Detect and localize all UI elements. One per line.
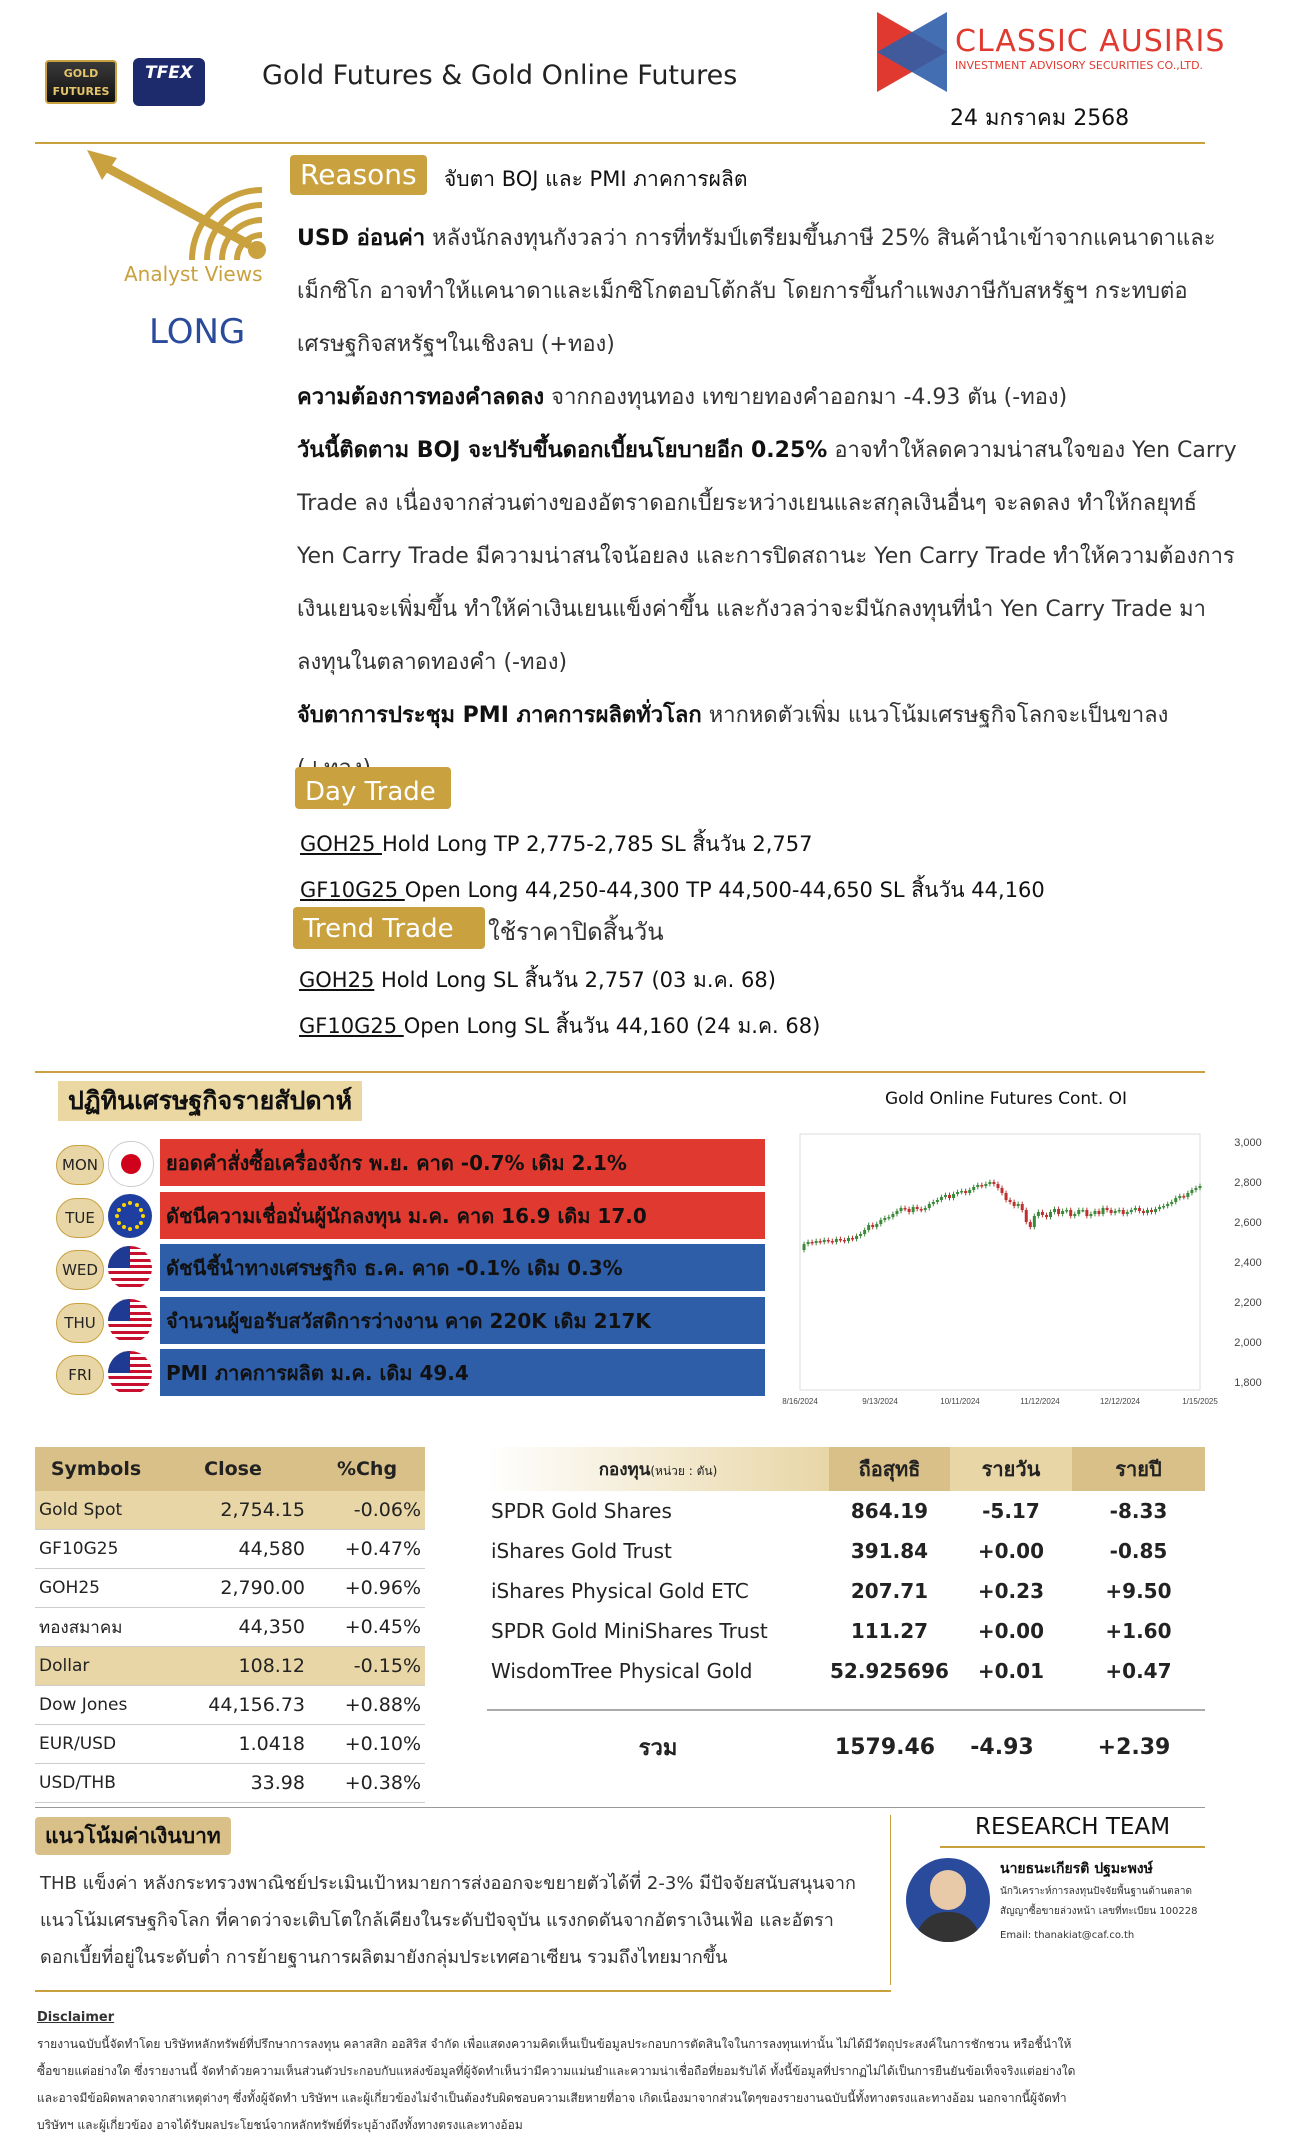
chart-candle: [883, 1218, 886, 1220]
etf-total: [487, 1725, 1205, 1769]
chart-candle: [1065, 1210, 1068, 1212]
chart-candle: [1013, 1202, 1016, 1206]
chart-candle: [1017, 1204, 1020, 1206]
chart-candle: [843, 1240, 846, 1242]
chart-candle: [912, 1207, 915, 1212]
chart-candle: [940, 1197, 943, 1200]
chart-candle: [904, 1208, 907, 1210]
etf-table: [487, 1447, 1205, 1691]
chart-candle: [1174, 1198, 1177, 1202]
chart-candle: [1009, 1200, 1012, 1202]
analyst-avatar: [906, 1858, 990, 1942]
etf-daily: +0.23: [977, 1579, 1044, 1603]
chart-candle: [875, 1224, 878, 1227]
chart-candle: [908, 1209, 911, 1212]
chart-candle: [916, 1207, 919, 1209]
chart-candle: [976, 1185, 979, 1187]
market-symbol: EUR/USD: [35, 1725, 157, 1764]
etf-fund: WisdomTree Physical Gold: [491, 1659, 753, 1683]
market-symbol: ทองสมาคม: [35, 1608, 157, 1647]
etf-ytd: -0.85: [1109, 1539, 1168, 1563]
chart-candle: [1081, 1210, 1084, 1212]
y-tick-label: 2,600: [1234, 1217, 1262, 1229]
col-ytd: รายปี: [1072, 1447, 1205, 1491]
etf-fund: SPDR Gold MiniShares Trust: [491, 1619, 768, 1643]
market-chg: -0.15%: [309, 1647, 425, 1686]
chart-candle: [1118, 1210, 1121, 1212]
chart-candle: [879, 1220, 882, 1224]
chart-candle: [1178, 1196, 1181, 1198]
chart-candle: [932, 1202, 935, 1204]
chart-candle: [1162, 1206, 1165, 1208]
chart-candle: [1037, 1212, 1040, 1216]
chart-candle: [811, 1242, 814, 1244]
y-tick-label: 2,800: [1234, 1177, 1262, 1189]
classic-ausiris-logo-mark: [877, 12, 947, 92]
research-title: RESEARCH TEAM: [975, 1814, 1171, 1840]
calendar-row: จำนวนผู้ขอรับสวัสดิการว่างงาน คาด 220K เดิม 217K: [160, 1297, 765, 1346]
total-daily: -4.93: [970, 1734, 1034, 1760]
chart-candle: [1134, 1208, 1137, 1210]
market-close: 2,754.15: [157, 1491, 309, 1530]
baht-box-line: [890, 1815, 891, 1985]
calendar-day-thu: THU: [56, 1303, 104, 1343]
baht-box-bottom: [35, 1990, 891, 1992]
market-close: 1.0418: [157, 1725, 309, 1764]
etf-fund: iShares Gold Trust: [491, 1539, 672, 1563]
chart-candle: [867, 1225, 870, 1230]
market-chg: +0.38%: [309, 1764, 425, 1803]
etf-holdings: 52.925696: [830, 1659, 949, 1683]
page-title: Gold Futures & Gold Online Futures: [262, 60, 738, 91]
col-close: Close: [204, 1458, 262, 1480]
calendar-row: ดัชนีชี้นำทางเศรษฐกิจ ธ.ค. คาด -0.1% เดิม 0.3%: [160, 1244, 765, 1293]
reason-usd: USD อ่อนค่า หลังนักลงทุนกังวลว่า การที่ทรัมป์เตรียมขึ้นภาษี 25% สินค้านำเข้าจากแคนาดาและเม็กซิโก อาจทำให้แคนาดาและเม็กซิโกตอบโต้กลับ โดยการขึ้นกำแพงภาษีกับสหรัฐฯ กระทบต่อเศรษฐกิจสหรัฐฯในเชิงลบ (+ทอง): [297, 226, 1216, 357]
chart-candle: [1182, 1196, 1185, 1198]
disclaimer-line-1: รายงานฉบับนี้จัดทำโดย บริษัทหลักทรัพย์ที่ปรึกษาการลงทุน คลาสสิก ออสิริส จำกัด เพื่อแสดงความคิดเห็นเป็นข้อมูลประกอบการตัดสินใจในการลงทุนเท่านั้น ไม่ได้มีวัตถุประสงค์ในการชักชวน หรือชี้นำให้: [37, 2037, 1072, 2051]
chart-candle: [1122, 1210, 1125, 1214]
y-tick-label: 2,400: [1234, 1257, 1262, 1269]
market-symbol: USD/THB: [35, 1764, 157, 1803]
calendar-row: ยอดคำสั่งซื้อเครื่องจักร พ.ย. คาด -0.7% เดิม 2.1%: [160, 1139, 765, 1188]
chart-candle: [968, 1190, 971, 1193]
col-symbols: Symbols: [50, 1458, 142, 1480]
etf-fund: iShares Physical Gold ETC: [491, 1579, 749, 1603]
trend-trade-line-1: GOH25 Hold Long SL สิ้นวัน 2,757 (03 ม.ค. 68): [299, 968, 776, 992]
chart-candle: [855, 1236, 858, 1239]
chart-candle: [964, 1191, 967, 1193]
chart-candle: [1186, 1193, 1189, 1197]
trend-trade-note: ใช้ราคาปิดสิ้นวัน: [488, 918, 664, 946]
chart-candle: [835, 1239, 838, 1242]
chart-candle: [1102, 1208, 1105, 1214]
chart-candle: [1138, 1208, 1141, 1211]
chart-candle: [847, 1238, 850, 1241]
y-tick-label: 2,200: [1234, 1297, 1262, 1309]
chart-candle: [1110, 1210, 1113, 1213]
chart-candle: [823, 1240, 826, 1242]
analyst-view-long: LONG: [149, 312, 246, 352]
etf-divider: [487, 1709, 1205, 1711]
etf-holdings: 207.71: [850, 1579, 929, 1603]
reasons-tag: Reasons: [290, 155, 427, 195]
analyst-role: นักวิเคราะห์การลงทุนปัจจัยพื้นฐานด้านตลาดสัญญาซื้อขายล่วงหน้า เลขที่ทะเบียน 100228: [1000, 1886, 1198, 1917]
market-symbol: Dollar: [35, 1647, 157, 1686]
etf-row: [487, 1611, 1205, 1651]
market-chg: +0.88%: [309, 1686, 425, 1725]
us-flag: [108, 1351, 152, 1395]
etf-row: [487, 1571, 1205, 1611]
market-table: [35, 1447, 425, 1803]
x-tick-label: 9/13/2024: [862, 1397, 898, 1406]
market-row: [35, 1764, 425, 1803]
market-row: [35, 1608, 425, 1647]
chart-candle: [1021, 1204, 1024, 1210]
chart-candle: [895, 1211, 898, 1214]
day-trade-tag: Day Trade: [295, 767, 451, 809]
company-name: CLASSIC AUSIRIS: [955, 24, 1226, 59]
reason-demand: ความต้องการทองคำลดลง จากกองทุนทอง เทขายทองคำออกมา -4.93 ตัน (-ทอง): [297, 385, 1068, 410]
us-flag: [108, 1299, 152, 1343]
chart-candle: [807, 1242, 810, 1244]
chart-candle: [1106, 1208, 1109, 1210]
etf-table-wrap: [487, 1447, 1205, 1769]
disclaimer-line-4: บริษัทฯ และผู้เกี่ยวข้อง อาจได้รับผลประโยชน์จากหลักทรัพย์ที่ระบุอ้างถึงทั้งทางตรงและทางอ้อม: [37, 2118, 523, 2132]
etf-daily: -5.17: [982, 1499, 1040, 1523]
target-arrow-icon: [82, 150, 272, 270]
market-row: [35, 1647, 425, 1686]
chart-candle: [851, 1238, 854, 1240]
col-chg: %Chg: [336, 1458, 398, 1480]
section-divider: [35, 1071, 1205, 1073]
chart-candle: [1041, 1212, 1044, 1215]
market-chg: +0.10%: [309, 1725, 425, 1764]
market-symbol: GF10G25: [35, 1530, 157, 1569]
chart-candle: [1142, 1211, 1145, 1213]
market-symbol: Gold Spot: [35, 1491, 157, 1530]
chart-candle: [887, 1217, 890, 1219]
reasons-body: [297, 212, 1237, 795]
etf-ytd: +1.60: [1105, 1619, 1172, 1643]
chart-candle: [863, 1230, 866, 1234]
disclaimer-title: Disclaimer: [37, 2010, 115, 2025]
chart-candle: [831, 1241, 834, 1243]
market-close: 108.12: [157, 1647, 309, 1686]
x-tick-label: 11/12/2024: [1020, 1397, 1060, 1406]
chart-candle: [984, 1184, 987, 1186]
chart-candle: [1001, 1188, 1004, 1193]
chart-candle: [871, 1225, 874, 1227]
market-close: 44,350: [157, 1608, 309, 1647]
chart-candle: [1194, 1188, 1197, 1190]
chart-candle: [928, 1204, 931, 1208]
chart-candle: [900, 1208, 903, 1211]
market-chg: +0.47%: [309, 1530, 425, 1569]
japan-flag: [108, 1141, 154, 1187]
col-daily: รายวัน: [950, 1447, 1072, 1491]
analyst-email: Email: thanakiat@caf.co.th: [1000, 1930, 1135, 1941]
day-trade-line-1: GOH25 Hold Long TP 2,775-2,785 SL สิ้นวัน 2,757: [300, 832, 813, 856]
market-chg: +0.96%: [309, 1569, 425, 1608]
chart-candle: [988, 1182, 991, 1184]
etf-holdings: 391.84: [850, 1539, 929, 1563]
company-subtitle: INVESTMENT ADVISORY SECURITIES CO.,LTD.: [955, 59, 1204, 72]
y-tick-label: 3,000: [1234, 1137, 1262, 1149]
market-row: [35, 1686, 425, 1725]
trend-trade-tag: Trend Trade: [293, 907, 485, 949]
chart-candle: [1029, 1222, 1032, 1227]
chart-candle: [956, 1192, 959, 1194]
market-symbol: Dow Jones: [35, 1686, 157, 1725]
etf-ytd: +9.50: [1105, 1579, 1172, 1603]
market-close: 44,156.73: [157, 1686, 309, 1725]
chart-candle: [980, 1185, 983, 1187]
chart-candle: [952, 1194, 955, 1198]
calendar-day-mon: MON: [56, 1145, 104, 1185]
etf-holdings: 864.19: [850, 1499, 929, 1523]
disclaimer: [37, 2004, 1217, 2139]
market-row: [35, 1530, 425, 1569]
chart-candle: [1045, 1215, 1048, 1217]
calendar-row: PMI ภาคการผลิต ม.ค. เดิม 49.4: [160, 1349, 765, 1398]
header-divider: [35, 142, 1205, 144]
market-close: 44,580: [157, 1530, 309, 1569]
baht-text: THB แข็งค่า หลังกระทรวงพาณิชย์ประเมินเป้าหมายการส่งออกจะขยายตัวได้ที่ 2-3% มีปัจจัยสนับสนุนจากแนวโน้มเศรษฐกิจโลก ที่คาดว่าจะเติบโตใกล้เคียงในระดับปัจจุบัน แรงกดดันจากอัตราเงินเฟ้อ และอัตราดอกเบี้ยที่อยู่ในระดับต่ำ การย้ายฐานการผลิตมายังกลุ่มประเทศอาเซียน รวมถึงไทยมากขึ้น: [40, 1873, 856, 1968]
chart-candle: [1069, 1210, 1072, 1216]
chart-candle: [1170, 1202, 1173, 1204]
y-tick-label: 2,000: [1234, 1337, 1262, 1349]
report-date: 24 มกราคม 2568: [950, 106, 1130, 131]
etf-ytd: -8.33: [1109, 1499, 1168, 1523]
chart-candle: [1085, 1210, 1088, 1216]
gold-futures-logo: GOLD FUTURES: [45, 60, 117, 104]
etf-daily: +0.00: [977, 1619, 1044, 1643]
chart-plot-area: [800, 1134, 1200, 1390]
chart-candle: [1053, 1209, 1056, 1212]
chart-candle: [1093, 1211, 1096, 1214]
market-close: 2,790.00: [157, 1569, 309, 1608]
market-row: [35, 1725, 425, 1764]
research-underline: [940, 1846, 1205, 1848]
market-chg: +0.45%: [309, 1608, 425, 1647]
col-fund: กองทุน(หน่วย : ตัน): [487, 1447, 829, 1491]
chart-candle: [936, 1200, 939, 1202]
etf-row: [487, 1491, 1205, 1531]
table-divider: [35, 1807, 1205, 1808]
chart-candle: [992, 1182, 995, 1184]
etf-row: [487, 1651, 1205, 1691]
market-row: [35, 1491, 425, 1530]
chart-candle: [972, 1187, 975, 1190]
market-row: [35, 1569, 425, 1608]
etf-row: [487, 1531, 1205, 1571]
chart-title: Gold Online Futures Cont. OI: [885, 1089, 1128, 1109]
market-table-wrap: [35, 1447, 425, 1803]
chart-candle: [1158, 1207, 1161, 1209]
chart-candle: [1154, 1209, 1157, 1212]
disclaimer-line-2: ซื้อขายแต่อย่างใด ซึ่งรายงานนี้ จัดทำด้วยความเห็นส่วนตัวประกอบกับแหล่งข้อมูลที่ผู้จัดทำเห็นว่ามีความแม่นยำและความน่าเชื่อถือที่ยอมรับได้ ทั้งนี้ข้อมูลที่ปรากฏไม่ได้เป็นการยืนยันข้อเท็จจริงแต่อย่างใด: [37, 2064, 1076, 2078]
etf-daily: +0.01: [977, 1659, 1044, 1683]
col-holdings: ถือสุทธิ: [829, 1447, 950, 1491]
calendar-day-fri: FRI: [56, 1355, 104, 1395]
reason-boj: วันนี้ติดตาม BOJ จะปรับขึ้นดอกเบี้ยนโยบายอีก 0.25% อาจทำให้ลดความน่าสนใจของ Yen Carry Trade ลง เนื่องจากส่วนต่างของอัตราดอกเบี้ยระหว่างเยนและสกุลเงินอื่นๆ จะลดลง ทำให้กลยุทธ์ Yen Carry Trade มีความน่าสนใจน้อยลง และการปิดสถานะ Yen Carry Trade ทำให้ความต้องการเงินเยนจะเพิ่มขึ้น ทำให้ค่าเงินเยนแข็งค่าขึ้น และกังวลว่าจะมีนักลงทุนที่นำ Yen Carry Trade มาลงทุนในตลาดทองคำ (-ทอง): [297, 438, 1237, 675]
eu-flag: [108, 1194, 152, 1238]
chart-candle: [1190, 1190, 1193, 1193]
tfex-logo: TFEX: [133, 58, 205, 106]
chart-candle: [1130, 1210, 1133, 1212]
total-label: รวม: [638, 1735, 678, 1761]
etf-fund: SPDR Gold Shares: [491, 1499, 672, 1523]
chart-candle: [1126, 1212, 1129, 1214]
disclaimer-line-3: และอาจมีข้อผิดพลาดจากสาเหตุต่างๆ ซึ่งทั้งผู้จัดทำ บริษัทฯ และผู้เกี่ยวข้องไม่จำเป็นต้องรับผิดชอบความเสียหายที่อาจ เกิดเนื่องมาจากส่วนใดๆของรายงานฉบับนี้ทั้งทางตรงและทางอ้อม นอกจากนี้ผู้จัดทำ: [37, 2091, 1067, 2105]
etf-ytd: +0.47: [1105, 1659, 1172, 1683]
etf-daily: +0.00: [977, 1539, 1044, 1563]
chart-candle: [839, 1239, 842, 1241]
analyst-name: นายธนะเกียรติ ปฐมะพงษ์: [1000, 1861, 1153, 1877]
chart-candle: [803, 1244, 806, 1250]
chart-candle: [924, 1208, 927, 1210]
chart-candle: [1005, 1193, 1008, 1200]
chart-candle: [944, 1195, 947, 1197]
chart-candle: [819, 1241, 822, 1243]
baht-tag: แนวโน้มค่าเงินบาท: [35, 1817, 231, 1855]
chart-candle: [948, 1195, 951, 1198]
calendar-day-wed: WED: [56, 1250, 104, 1290]
chart-candle: [1199, 1186, 1202, 1188]
chart-candle: [1077, 1210, 1080, 1214]
chart-candle: [1166, 1204, 1169, 1206]
chart-candle: [996, 1184, 999, 1188]
chart-candle: [891, 1214, 894, 1217]
total-holdings: 1579.46: [834, 1734, 936, 1760]
reason-pmi: จับตาการประชุม PMI ภาคการผลิตทั่วโลก หากหดตัวเพิ่ม แนวโน้มเศรษฐกิจโลกจะเป็นขาลง: [297, 703, 1169, 728]
chart-candle: [1089, 1214, 1092, 1216]
calendar-row: ดัชนีความเชื่อมั่นผู้นักลงทุน ม.ค. คาด 16.9 เดิม 17.0: [160, 1192, 765, 1241]
gold-oi-chart: [780, 1120, 1270, 1410]
chart-candle: [960, 1191, 963, 1193]
x-tick-label: 10/11/2024: [940, 1397, 980, 1406]
market-close: 33.98: [157, 1764, 309, 1803]
chart-candle: [1025, 1210, 1028, 1222]
chart-candle: [1146, 1210, 1149, 1213]
chart-candle: [815, 1241, 818, 1243]
chart-candle: [920, 1209, 923, 1211]
chart-candle: [859, 1234, 862, 1236]
x-tick-label: 8/16/2024: [782, 1397, 818, 1406]
chart-candle: [1061, 1211, 1064, 1214]
calendar-day-tue: TUE: [56, 1198, 104, 1238]
etf-holdings: 111.27: [850, 1619, 929, 1643]
y-tick-label: 1,800: [1234, 1377, 1262, 1389]
chart-candle: [827, 1240, 830, 1242]
chart-candle: [1057, 1209, 1060, 1214]
total-ytd: +2.39: [1097, 1734, 1171, 1760]
day-trade-line-2: GF10G25 Open Long 44,250-44,300 TP 44,500-44,650 SL สิ้นวัน 44,160: [300, 878, 1045, 902]
chart-candle: [1073, 1214, 1076, 1216]
x-tick-label: 1/15/2025: [1182, 1397, 1218, 1406]
chart-candle: [1097, 1211, 1100, 1214]
chart-candle: [1033, 1216, 1036, 1227]
calendar-title: ปฏิทินเศรษฐกิจรายสัปดาห์: [58, 1081, 362, 1121]
reasons-headline: จับตา BOJ และ PMI ภาคการผลิต: [444, 167, 748, 191]
analyst-views-label: Analyst Views: [124, 262, 263, 286]
trend-trade-line-2: GF10G25 Open Long SL สิ้นวัน 44,160 (24 ม.ค. 68): [299, 1014, 821, 1038]
market-chg: -0.06%: [309, 1491, 425, 1530]
chart-candle: [1114, 1211, 1117, 1213]
us-flag: [108, 1246, 152, 1290]
x-tick-label: 12/12/2024: [1099, 1397, 1141, 1406]
chart-candle: [1049, 1212, 1052, 1217]
market-symbol: GOH25: [35, 1569, 157, 1608]
chart-candle: [1150, 1210, 1153, 1212]
